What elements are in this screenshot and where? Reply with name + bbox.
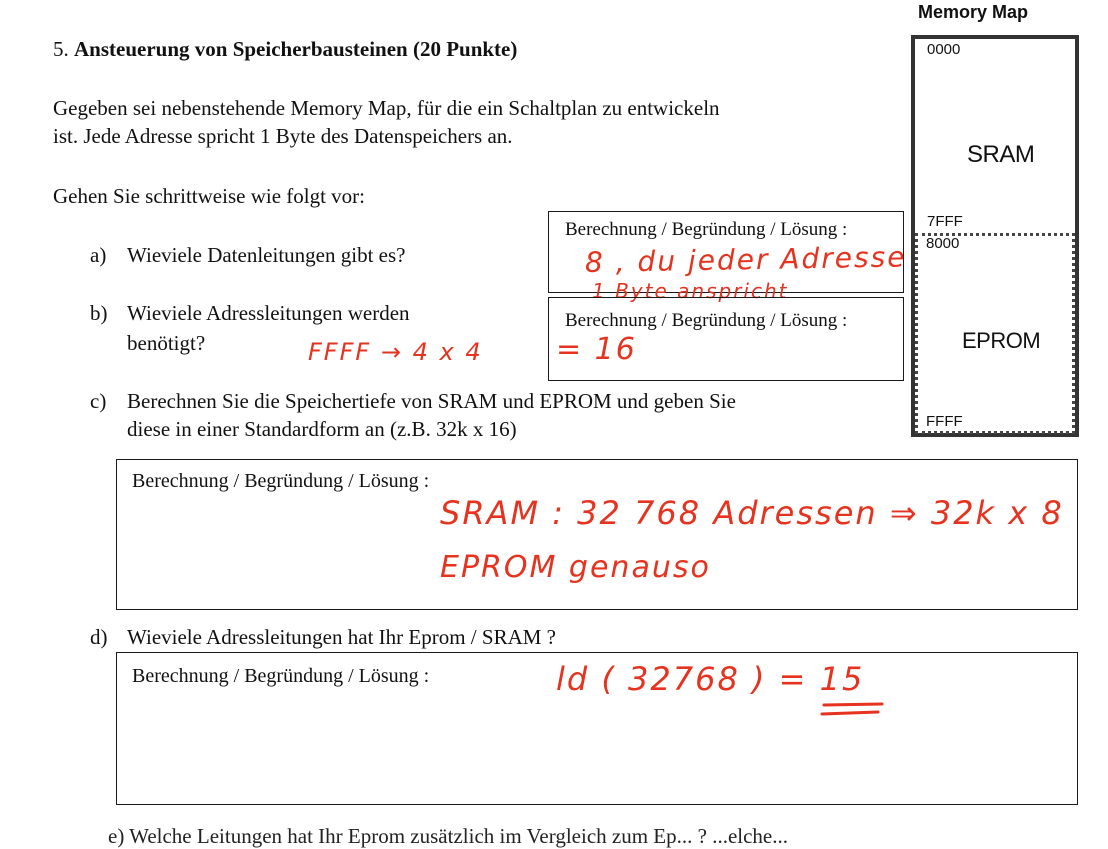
memory-map (911, 35, 1079, 437)
handwriting-b-right: = 16 (556, 332, 637, 367)
intro-instruction: Gehen Sie schrittweise wie folgt vor: (53, 184, 366, 208)
handwriting-c-line-1: SRAM : 32 768 Adressen ⇒ 32k x 8 (440, 494, 1064, 532)
handwriting-b-left: FFFF → 4 x 4 (308, 338, 483, 366)
question-c-text-1: Berechnen Sie die Speichertiefe von SRAM und EPROM und geben Sie (127, 389, 736, 413)
sram-label: SRAM (967, 141, 1035, 168)
question-a-text: Wieviele Datenleitungen gibt es? (127, 243, 406, 267)
question-a-label: a) (90, 243, 107, 267)
question-b-text-2: benötigt? (127, 331, 206, 355)
memory-map-title: Memory Map (918, 2, 1029, 22)
addr-eprom-start: 8000 (926, 235, 960, 252)
answer-box-b-label: Berechnung / Begründung / Lösung : (565, 310, 848, 331)
answer-box-c-label: Berechnung / Begründung / Lösung : (132, 470, 430, 492)
intro-line-1: Gegeben sei nebenstehende Memory Map, für die ein Schaltplan zu entwickeln (53, 96, 720, 120)
question-b-label: b) (90, 301, 108, 325)
eprom-label: EPROM (962, 328, 1041, 353)
question-d-label: d) (90, 625, 108, 649)
eprom-region (915, 233, 1075, 434)
question-c-label: c) (90, 389, 107, 413)
question-e-partial: e) Welche Leitungen hat Ihr Eprom zusätzlich im Vergleich zum Ep... ? ...elche... (108, 824, 788, 848)
answer-box-d-label: Berechnung / Begründung / Lösung : (132, 665, 430, 687)
question-number: 5. (53, 37, 69, 61)
question-c-text-2: diese in einer Standardform an (z.B. 32k x 16) (127, 417, 517, 441)
question-d-text: Wieviele Adressleitungen hat Ihr Eprom / SRAM ? (127, 625, 556, 649)
handwriting-d: ld ( 32768 ) = 15 (556, 660, 865, 698)
answer-box-c[interactable] (116, 459, 1078, 610)
intro-line-2: ist. Jede Adresse spricht 1 Byte des Datenspeichers an. (53, 124, 513, 148)
handwriting-a-line-2: 1 Byte anspricht (592, 279, 789, 303)
question-title: Ansteuerung von Speicherbausteinen (20 Punkte) (74, 37, 518, 61)
handwriting-c-line-2: EPROM genauso (440, 550, 711, 585)
addr-end: FFFF (926, 413, 963, 430)
question-b-text-1: Wieviele Adressleitungen werden (127, 301, 410, 325)
question-heading (53, 37, 517, 62)
answer-box-a-label: Berechnung / Begründung / Lösung : (565, 219, 848, 240)
handwriting-a-line-1: 8 , du jeder Adresse (584, 240, 907, 279)
addr-start: 0000 (927, 41, 961, 58)
handwriting-d-underline (820, 698, 890, 722)
addr-sram-end: 7FFF (927, 213, 963, 230)
